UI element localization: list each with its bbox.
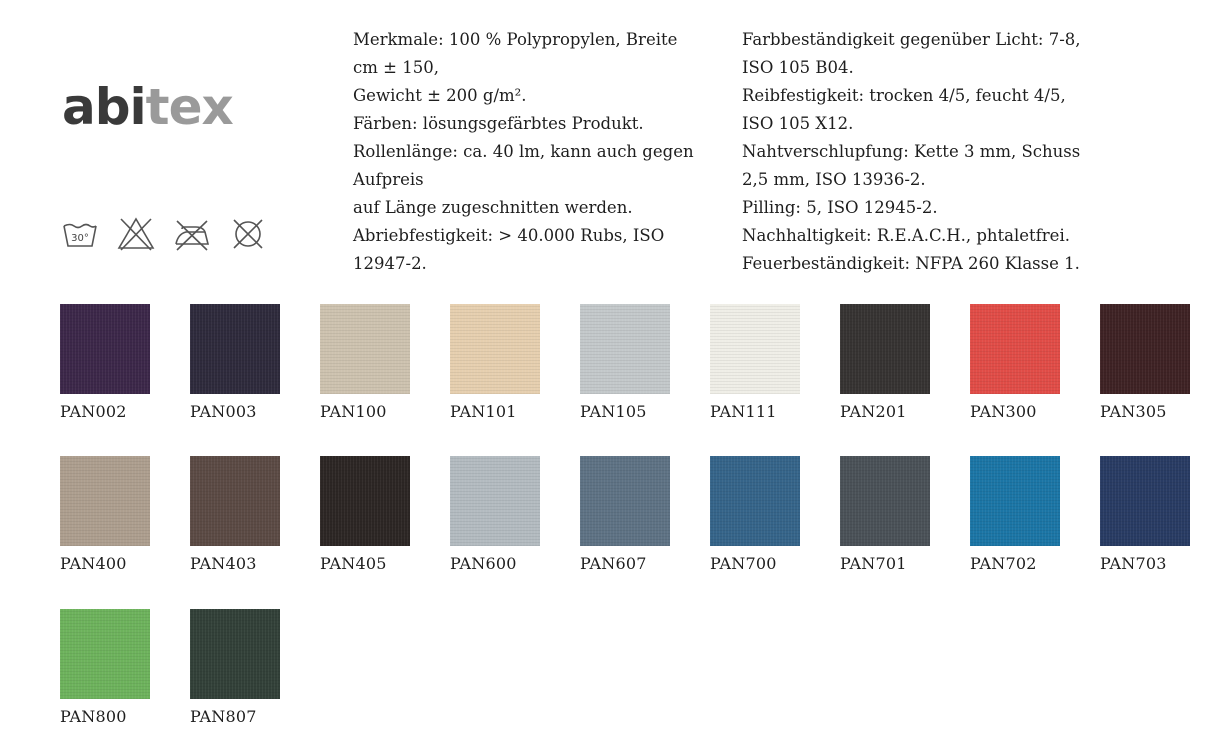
swatch-chip: [60, 456, 150, 546]
swatch-code: PAN807: [190, 707, 257, 726]
swatch-code: PAN101: [450, 402, 517, 421]
spec-line: ISO 105 X12.: [742, 114, 854, 133]
spec-line: Gewicht ± 200 g/m².: [353, 86, 527, 105]
spec-line: Pilling: 5, ISO 12945-2.: [742, 198, 938, 217]
swatch-pan400: [60, 456, 150, 573]
swatch-chip: [450, 304, 540, 394]
specs-right-column: [742, 26, 1081, 278]
swatch-code: PAN607: [580, 554, 647, 573]
swatch-code: PAN105: [580, 402, 647, 421]
care-symbols: [60, 214, 268, 254]
no-iron-icon: [172, 214, 212, 254]
spec-line: Aufpreis: [353, 170, 424, 189]
swatch-chip: [190, 609, 280, 699]
swatch-pan101: [450, 304, 540, 421]
swatch-code: PAN300: [970, 402, 1037, 421]
swatch-code: PAN702: [970, 554, 1037, 573]
swatch-chip: [190, 304, 280, 394]
swatch-pan111: [710, 304, 800, 421]
swatch-chip: [970, 304, 1060, 394]
no-bleach-icon: [116, 214, 156, 254]
swatch-code: PAN403: [190, 554, 257, 573]
swatch-pan800: [60, 609, 150, 726]
spec-line: Nahtverschlupfung: Kette 3 mm, Schuss: [742, 142, 1081, 161]
specs-left-column: [353, 26, 694, 278]
abitex-logo: [62, 78, 233, 136]
spec-line: Farbbeständigkeit gegenüber Licht: 7-8,: [742, 30, 1081, 49]
swatch-pan703: [1100, 456, 1190, 573]
swatch-code: PAN600: [450, 554, 517, 573]
spec-line: 2,5 mm, ISO 13936-2.: [742, 170, 926, 189]
swatch-code: PAN003: [190, 402, 257, 421]
swatch-code: PAN111: [710, 402, 777, 421]
no-dry-clean-icon: [228, 214, 268, 254]
swatch-pan702: [970, 456, 1060, 573]
swatch-pan700: [710, 456, 800, 573]
swatch-pan201: [840, 304, 930, 421]
spec-line: 12947-2.: [353, 254, 427, 273]
swatch-chip: [320, 304, 410, 394]
swatch-code: PAN405: [320, 554, 387, 573]
swatch-chip: [580, 304, 670, 394]
swatch-code: PAN400: [60, 554, 127, 573]
swatch-code: PAN002: [60, 402, 127, 421]
swatch-chip: [1100, 456, 1190, 546]
logo-part-tex: tex: [145, 78, 233, 136]
swatch-chip: [970, 456, 1060, 546]
swatch-chip: [190, 456, 280, 546]
swatch-code: PAN701: [840, 554, 907, 573]
spec-line: Rollenlänge: ca. 40 lm, kann auch gegen: [353, 142, 694, 161]
swatch-pan003: [190, 304, 280, 421]
wash-30-icon: [60, 214, 100, 254]
spec-line: ISO 105 B04.: [742, 58, 854, 77]
swatch-chip: [710, 304, 800, 394]
swatch-pan405: [320, 456, 410, 573]
swatch-code: PAN703: [1100, 554, 1167, 573]
swatch-pan305: [1100, 304, 1190, 421]
swatch-code: PAN100: [320, 402, 387, 421]
swatch-chip: [450, 456, 540, 546]
spec-line: Nachhaltigkeit: R.E.A.C.H., phtaletfrei.: [742, 226, 1070, 245]
spec-line: Reibfestigkeit: trocken 4/5, feucht 4/5,: [742, 86, 1066, 105]
swatch-pan300: [970, 304, 1060, 421]
swatch-chip: [1100, 304, 1190, 394]
swatch-chip: [60, 304, 150, 394]
swatch-chip: [320, 456, 410, 546]
swatch-pan701: [840, 456, 930, 573]
swatch-code: PAN305: [1100, 402, 1167, 421]
wash-temp-label: 30°: [71, 233, 89, 244]
swatch-chip: [710, 456, 800, 546]
swatch-chip: [840, 304, 930, 394]
swatch-chip: [60, 609, 150, 699]
swatch-pan600: [450, 456, 540, 573]
spec-line: Merkmale: 100 % Polypropylen, Breite: [353, 30, 678, 49]
spec-line: Abriebfestigkeit: > 40.000 Rubs, ISO: [353, 226, 665, 245]
swatch-chip: [840, 456, 930, 546]
logo-part-abi: abi: [62, 78, 146, 136]
spec-line: Färben: lösungsgefärbtes Produkt.: [353, 114, 644, 133]
swatch-chip: [580, 456, 670, 546]
spec-line: cm ± 150,: [353, 58, 439, 77]
swatch-code: PAN800: [60, 707, 127, 726]
swatch-pan403: [190, 456, 280, 573]
swatch-pan807: [190, 609, 280, 726]
swatch-pan100: [320, 304, 410, 421]
spec-line: auf Länge zugeschnitten werden.: [353, 198, 633, 217]
swatch-pan105: [580, 304, 670, 421]
spec-line: Feuerbeständigkeit: NFPA 260 Klasse 1.: [742, 254, 1080, 273]
swatch-pan607: [580, 456, 670, 573]
swatch-pan002: [60, 304, 150, 421]
swatch-code: PAN700: [710, 554, 777, 573]
swatch-code: PAN201: [840, 402, 907, 421]
